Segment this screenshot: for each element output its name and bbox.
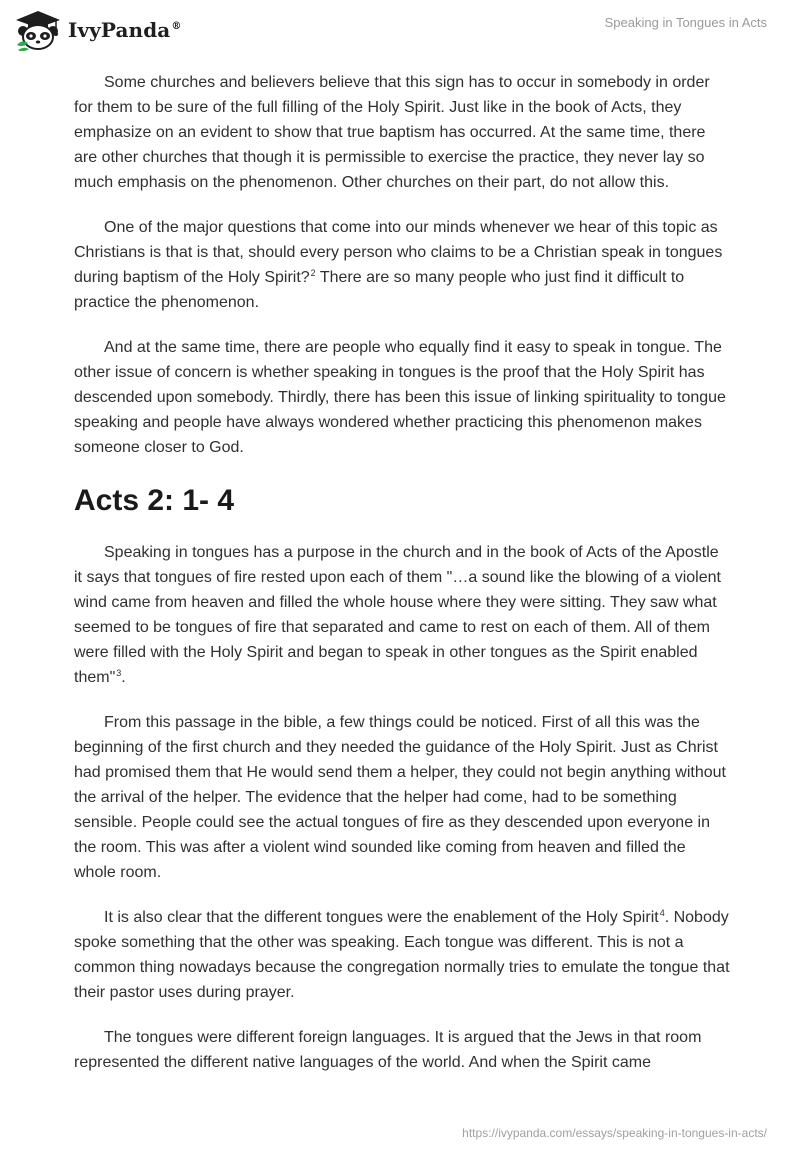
footnote-2[interactable]: 2 bbox=[310, 267, 316, 278]
paragraph-churches-believers: Some churches and believers believe that this sign has to occur in somebody in order for them to be sure of the full filling of the Holy Spirit. Just like in the book of Acts, they emphasize on an evident to show that true baptism has occurred. At the same time, there are other churches that though it is permissible to exercise the practice, they never lay so much emphasis on the phenomenon. Other churches on their part, do not allow this. bbox=[74, 74, 710, 191]
section-heading-acts: Acts 2: 1- 4 bbox=[74, 484, 235, 517]
paragraph-passage-notice: From this passage in the bible, a few things could be noticed. First of all this was the beginning of the first church and they needed the guidance of the Holy Spirit. Just as Christ had promised them that He would send them a helper, they could not begin anything without the arrival of the helper. The evidence that the helper had come, had to be something sensible. People could see the actual tongues of fire as they descended upon everyone in the room. This was after a violent wind sounded like coming from heaven and filled the whole room. bbox=[74, 714, 726, 881]
document-title: Speaking in Tongues in Acts bbox=[604, 15, 767, 30]
paragraph-foreign-languages: The tongues were different foreign languages. It is argued that the Jews in that room represented the different native languages of the world. And when the Spirit came bbox=[74, 1029, 702, 1071]
paragraph-enablement: It is also clear that the different tongues were the enablement of the Holy Spirit$^4$. Nobody spoke something that the other was speaking. Each tongue was different. This is not a common thing nowadays because the congregation normally tries to emulate the tongue that their pastor uses during prayer. bbox=[74, 907, 730, 1001]
brand-logo[interactable] bbox=[14, 8, 181, 52]
registered-mark: ® bbox=[171, 21, 182, 33]
source-url[interactable]: https://ivypanda.com/essays/speaking-in-tongues-in-acts/ bbox=[462, 1126, 767, 1140]
footnote-3[interactable]: 3 bbox=[116, 667, 122, 678]
page-header bbox=[0, 0, 800, 62]
footnote-4[interactable]: 4 bbox=[659, 907, 665, 918]
panda-graduate-logo-icon bbox=[14, 9, 62, 51]
paragraph-major-questions: One of the major questions that come into our minds whenever we hear of this topic as Christians is that is that, should every person who claims to be a Christian speak in tongues during baptism of the Holy Spirit?$^2$ There are so many people who just find it difficult to practice the phenomenon. bbox=[74, 219, 723, 311]
brand-name: IvyPanda® bbox=[68, 18, 182, 42]
paragraph-easy-to-speak: And at the same time, there are people who equally find it easy to speak in tongue. The other issue of concern is whether speaking in tongues is the proof that the Holy Spirit has descended upon somebody. Thirdly, there has been this issue of linking spirituality to tongue speaking and people have always wondered whether practicing this phenomenon makes someone closer to God. bbox=[74, 339, 726, 456]
paragraph-acts-quote: Speaking in tongues has a purpose in the church and in the book of Acts of the Apostle it says that tongues of fire rested upon each of them "…a sound like the blowing of a violent wind came from heaven and filled the whole house where they were sitting. They saw what seemed to be tongues of fire that separated and came to rest on each of them. All of them were filled with the Holy Spirit and began to speak in other tongues as the Spirit enabled them"$^3$. bbox=[74, 544, 721, 686]
essay-content bbox=[74, 70, 730, 1095]
